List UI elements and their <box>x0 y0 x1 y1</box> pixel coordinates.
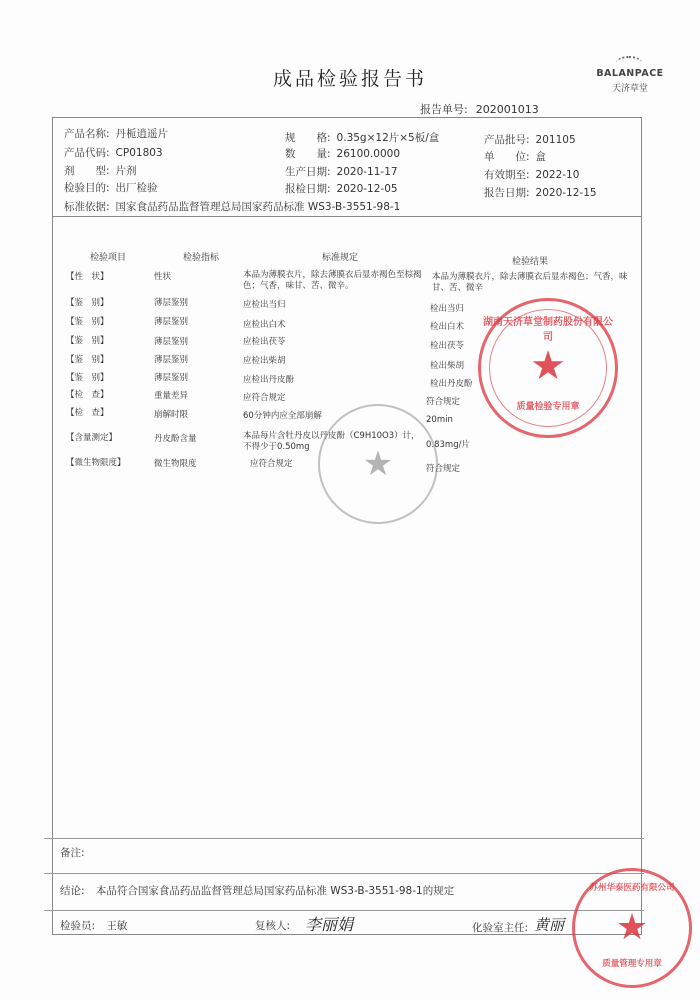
row-result: 本品为薄膜衣片，除去薄膜衣后显赤褐色；气香，味甘、苦、微辛 <box>432 272 628 293</box>
stamp-purpose: 质量检验专用章 <box>516 402 580 412</box>
quality-inspection-stamp <box>478 298 618 438</box>
inspection-stamp-gray <box>318 404 438 524</box>
lab-director-label: 化验室主任: <box>472 922 529 934</box>
row-standard: 60分钟内应全部崩解 <box>243 411 322 421</box>
conclusion-label: 结论: <box>60 885 85 897</box>
batch-number: 产品批号: 201105 <box>484 134 576 146</box>
row-result: 检出丹皮酚 <box>430 379 473 389</box>
row-result: 0.83mg/片 <box>426 440 470 450</box>
row-index: 重量差异 <box>154 391 189 401</box>
divider <box>52 216 642 217</box>
row-item: 【鉴 别】 <box>66 336 109 346</box>
row-index: 薄层鉴别 <box>154 373 189 383</box>
divider <box>44 873 644 874</box>
divider <box>44 910 644 911</box>
row-item: 【鉴 别】 <box>66 298 109 308</box>
row-result: 检出白术 <box>430 322 465 332</box>
row-item: 【鉴 别】 <box>66 373 109 383</box>
row-index: 薄层鉴别 <box>154 298 189 308</box>
star-icon: ★ <box>615 907 649 948</box>
row-index: 丹皮酚含量 <box>154 434 197 444</box>
reviewer-signature: 李丽娟 <box>305 915 354 934</box>
dosage-form: 剂 型: 片剂 <box>64 165 137 177</box>
stamp-company: 苏州华泰医药有限公司 <box>589 883 675 893</box>
row-item: 【检 查】 <box>66 390 109 400</box>
row-item: 【检 查】 <box>66 408 109 418</box>
row-standard: 应检出柴胡 <box>243 356 286 366</box>
row-index: 薄层鉴别 <box>154 337 189 347</box>
row-index: 崩解时限 <box>154 410 189 420</box>
product-code: 产品代码: CP01803 <box>64 147 163 159</box>
row-standard: 应符合规定 <box>243 393 286 403</box>
row-standard: 应检出白术 <box>243 320 286 330</box>
conclusion-text: 本品符合国家食品药品监督管理总局国家药品标准 WS3-B-3551-98-1的规定 <box>95 885 455 897</box>
report-number: 报告单号: 202001013 <box>420 103 539 116</box>
row-item: 【微生物限度】 <box>66 458 126 468</box>
row-result: 符合规定 <box>426 464 461 474</box>
production-date: 生产日期: 2020-11-17 <box>285 166 398 178</box>
stamp-purpose: 质量管理专用章 <box>602 959 662 969</box>
expiry-date: 有效期至: 2022-10 <box>484 169 580 181</box>
specification: 规 格: 0.35g×12片×5板/盒 <box>285 132 440 144</box>
report-frame <box>52 117 642 935</box>
inspection-purpose: 检验目的: 出厂检验 <box>64 182 158 194</box>
col-header-item: 检验项目 <box>90 253 127 263</box>
logo-en: BALANPACE <box>596 68 664 79</box>
inspector: 检验员: 王敏 <box>60 920 128 932</box>
company-logo <box>592 56 668 96</box>
star-icon: ★ <box>530 343 566 389</box>
remarks-label: 备注: <box>60 847 85 859</box>
row-item: 【鉴 别】 <box>66 317 109 327</box>
unit: 单 位: 盒 <box>484 151 547 163</box>
lab-director-signature: 黄丽 <box>534 916 565 934</box>
quality-management-stamp <box>572 868 692 988</box>
product-name: 产品名称: 丹栀逍遥片 <box>64 128 169 140</box>
row-item: 【含量测定】 <box>66 433 118 443</box>
row-standard: 应检出当归 <box>243 300 286 310</box>
quantity: 数 量: 26100.0000 <box>285 148 401 160</box>
row-result: 20min <box>426 415 453 425</box>
stamp-company: 湖南天济草堂制药股份有限公司 <box>483 317 613 343</box>
row-result: 检出当归 <box>430 304 465 314</box>
col-header-index: 检验指标 <box>183 253 220 263</box>
row-item: 【鉴 别】 <box>66 355 109 365</box>
col-header-standard: 标准规定 <box>322 253 359 263</box>
row-result: 检出柴胡 <box>430 361 465 371</box>
row-standard: 本品每片含牡丹皮以丹皮酚（C9H10O3）计，不得少于0.50mg <box>243 431 420 452</box>
star-icon: ★ <box>362 444 394 484</box>
row-item: 【性 状】 <box>66 272 109 282</box>
row-standard: 应符合规定 <box>250 459 293 469</box>
page-title: 成品检验报告书 <box>272 68 427 90</box>
report-date: 报告日期: 2020-12-15 <box>484 187 597 199</box>
divider <box>44 838 644 839</box>
row-index: 性状 <box>154 272 172 282</box>
row-standard: 本品为薄膜衣片，除去薄膜衣后显赤褐色至棕褐色；气香，味甘、苦、微辛。 <box>243 270 422 291</box>
col-header-result: 检验结果 <box>512 257 549 267</box>
conclusion <box>60 883 454 898</box>
row-index: 微生物限度 <box>154 459 197 469</box>
row-index: 薄层鉴别 <box>154 355 189 365</box>
row-result: 符合规定 <box>426 397 461 407</box>
submission-date: 报检日期: 2020-12-05 <box>285 183 398 195</box>
standard-basis: 标准依据: 国家食品药品监督管理总局国家药品标准 WS3-B-3551-98-1 <box>64 201 401 213</box>
row-standard: 应检出茯苓 <box>243 337 286 347</box>
row-result: 检出茯苓 <box>430 341 465 351</box>
row-index: 薄层鉴别 <box>154 317 189 327</box>
reviewer-label: 复核人: <box>255 920 291 932</box>
logo-cn: 天济草堂 <box>611 84 648 94</box>
row-standard: 应检出丹皮酚 <box>243 375 295 385</box>
